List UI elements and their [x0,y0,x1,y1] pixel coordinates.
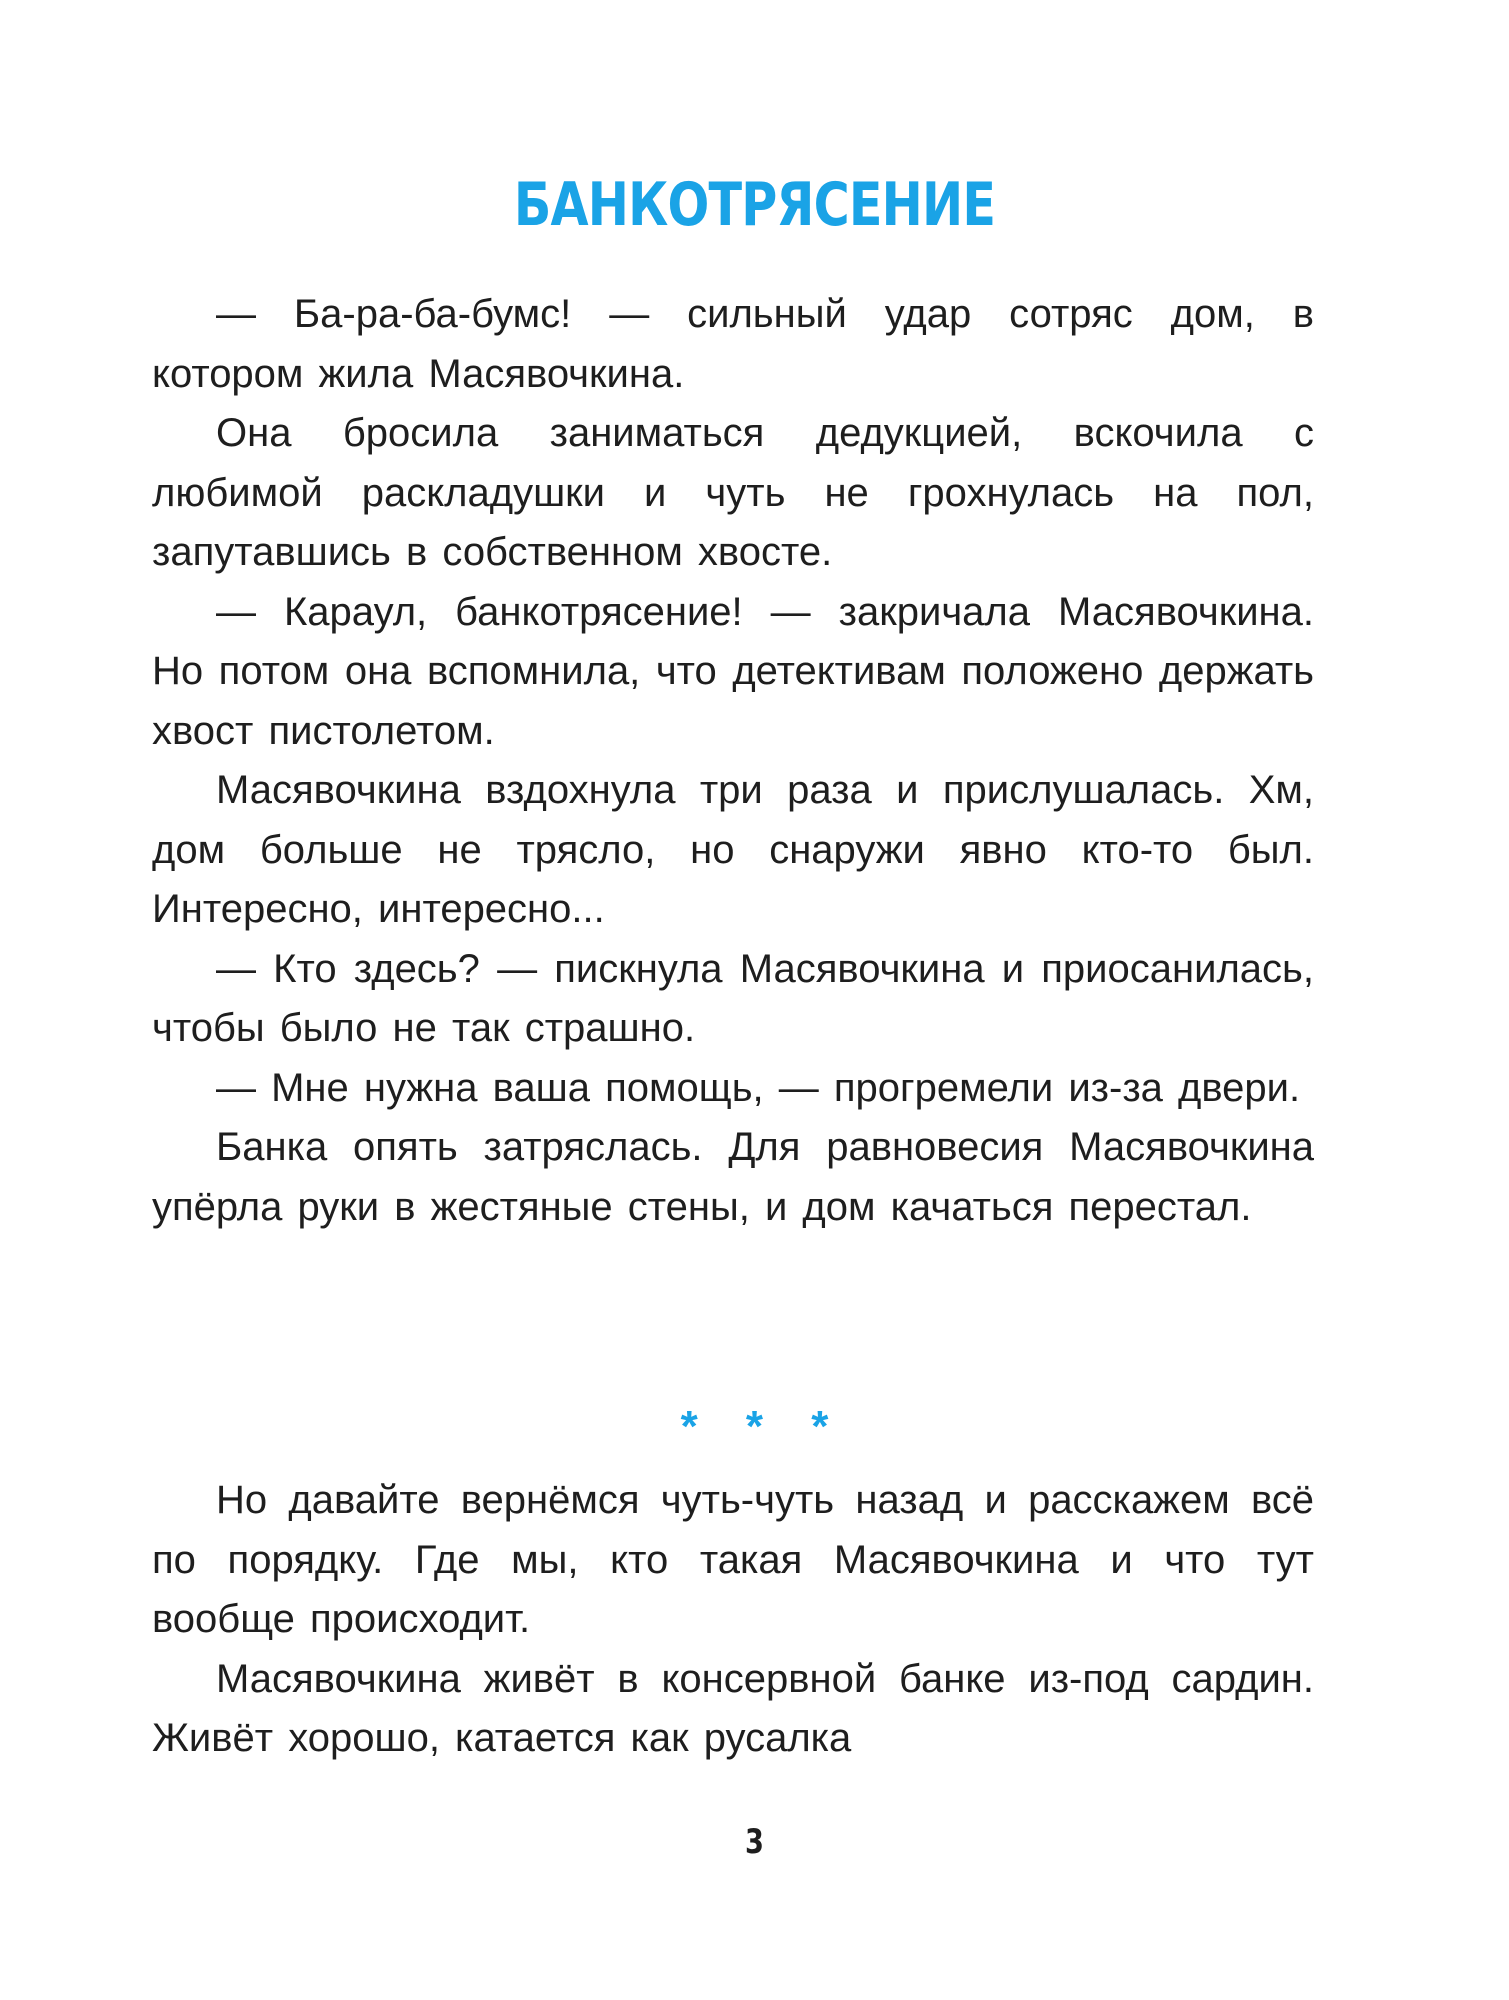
paragraph: Банка опять затряслась. Для равновесия Масявочкина упёрла руки в жестяные стены, и дом качаться перестал. [152,1125,1314,1229]
paragraph: Масявочкина живёт в консервной банке из-под сардин. Живёт хорошо, катается как русалка [152,1656,1314,1760]
chapter-title: БАНКОТРЯСЕНИЕ [513,170,996,240]
text-section-two [152,1471,1314,1769]
paragraph: — Караул, банкотрясение! — закричала Масявочкина. Но потом она вспомнила, что детективам положено держать хвост пистолетом. [152,589,1314,753]
paragraph: — Ба-ра-ба-бумс! — сильный удар сотряс дом, в котором жила Масявочкина. [152,292,1314,396]
page-number: 3 [745,1822,764,1862]
paragraph: — Кто здесь? — пискнула Масявочкина и приосанилась, чтобы было не так страшно. [152,946,1314,1050]
section-separator: * * * [680,1402,847,1451]
paragraph: Масявочкина вздохнула три раза и прислушалась. Хм, дом больше не трясло, но снаружи явно кто-то был. Интересно, интересно... [152,768,1314,931]
text-section-one [152,285,1314,1237]
paragraph: — Мне нужна ваша помощь, — прогремели из-за двери. [216,1065,1301,1110]
paragraph: Она бросила заниматься дедукцией, вскочила с любимой раскладушки и чуть не грохнулась на пол, запутавшись в собственном хвосте. [152,411,1314,574]
paragraph: Но давайте вернёмся чуть-чуть назад и расскажем всё по порядку. Где мы, кто такая Масявочкина и что тут вообще происходит. [152,1478,1314,1641]
